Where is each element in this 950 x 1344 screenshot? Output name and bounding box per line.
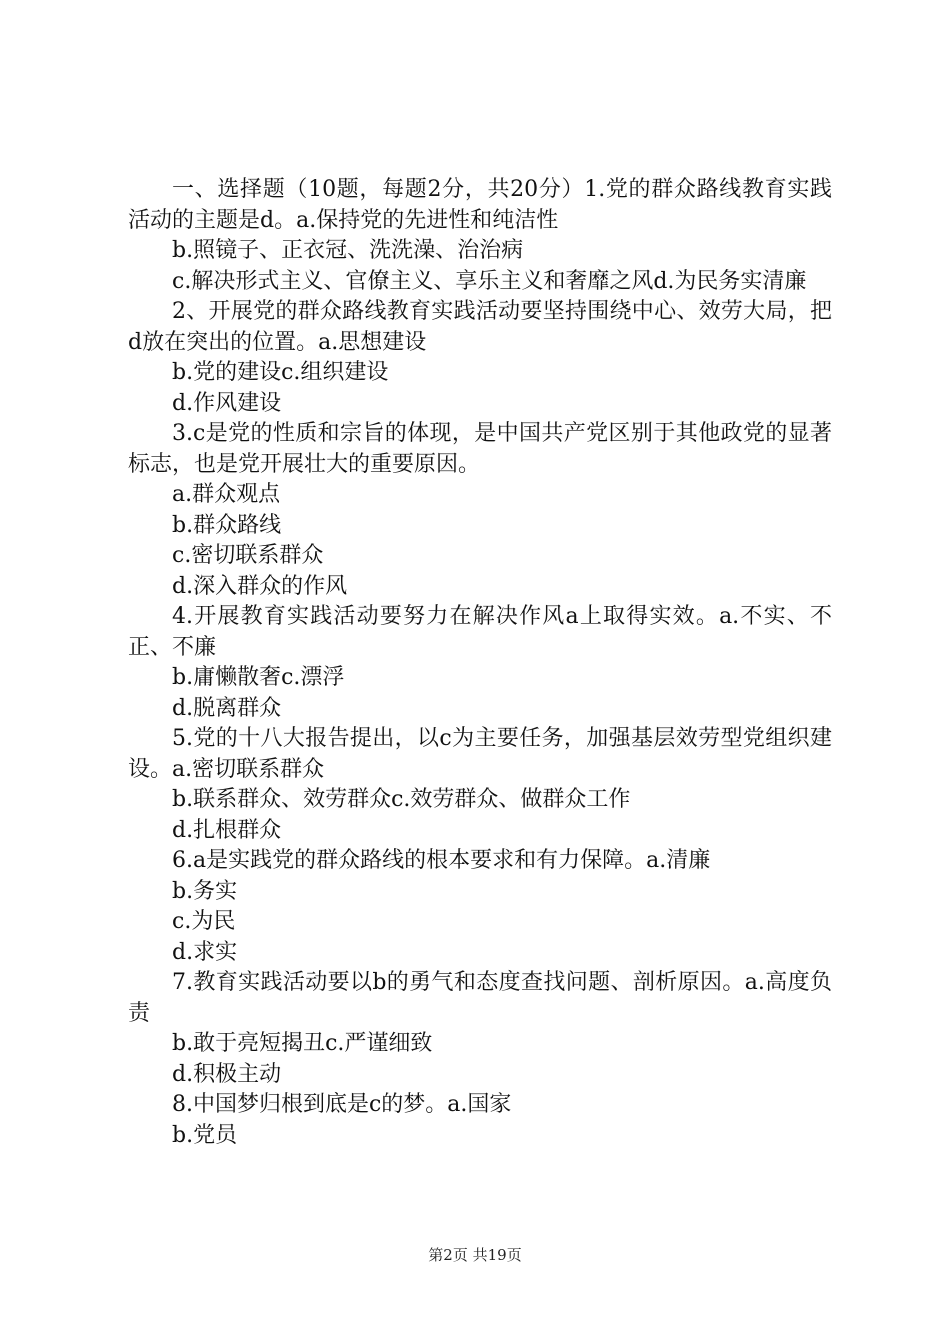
paragraph: b.务实 — [172, 878, 238, 904]
paragraph: 6.a是实践党的群众路线的根本要求和有力保障。a.清廉 — [172, 848, 711, 873]
paragraph: 3.c是党的性质和宗旨的体现，是中国共产党区别于其他政党的显著标志，也是党开展壮大的重要原因。 — [128, 421, 832, 477]
page-footer — [0, 1244, 950, 1265]
paragraph: 2、开展党的群众路线教育实践活动要坚持围绕中心、效劳大局，把d放在突出的位置。a.思想建设 — [128, 299, 832, 355]
paragraph: d.扎根群众 — [172, 817, 282, 843]
paragraph: 8.中国梦归根到底是c的梦。a.国家 — [172, 1092, 512, 1117]
paragraph: 7.教育实践活动要以b的勇气和态度查找问题、剖析原因。a.高度负责 — [128, 970, 832, 1026]
paragraph: b.党员 — [172, 1122, 238, 1148]
paragraph: 一、选择题（10题，每题2分，共20分）1.党的群众路线教育实践活动的主题是d。a.保持党的先进性和纯洁性 — [128, 177, 832, 233]
paragraph: b.党的建设c.组织建设 — [172, 360, 389, 385]
paragraph: b.照镜子、正衣冠、洗洗澡、治治病 — [172, 238, 524, 263]
paragraph: c.为民 — [172, 909, 236, 934]
paragraph: b.敢于亮短揭丑c.严谨细致 — [172, 1031, 433, 1056]
page-number-label: 第2页 共19页 — [428, 1246, 522, 1264]
paragraph: d.求实 — [172, 939, 238, 965]
paragraph: 4.开展教育实践活动要努力在解决作风a上取得实效。a.不实、不正、不廉 — [128, 604, 832, 660]
paragraph: d.积极主动 — [172, 1061, 282, 1087]
paragraph: d.深入群众的作风 — [172, 573, 348, 599]
paragraph: c.密切联系群众 — [172, 543, 324, 568]
paragraph: d.作风建设 — [172, 390, 282, 416]
paragraph: b.庸懒散奢c.漂浮 — [172, 665, 345, 690]
paragraph: c.解决形式主义、官僚主义、享乐主义和奢靡之风d.为民务实清廉 — [172, 268, 807, 294]
paragraph: b.联系群众、效劳群众c.效劳群众、做群众工作 — [172, 787, 631, 812]
paragraph: d.脱离群众 — [172, 695, 282, 721]
paragraph: 5.党的十八大报告提出，以c为主要任务，加强基层效劳型党组织建设。a.密切联系群众 — [128, 726, 832, 782]
paragraph: b.群众路线 — [172, 512, 282, 538]
paragraph: a.群众观点 — [172, 482, 281, 507]
document-body — [128, 175, 832, 1151]
